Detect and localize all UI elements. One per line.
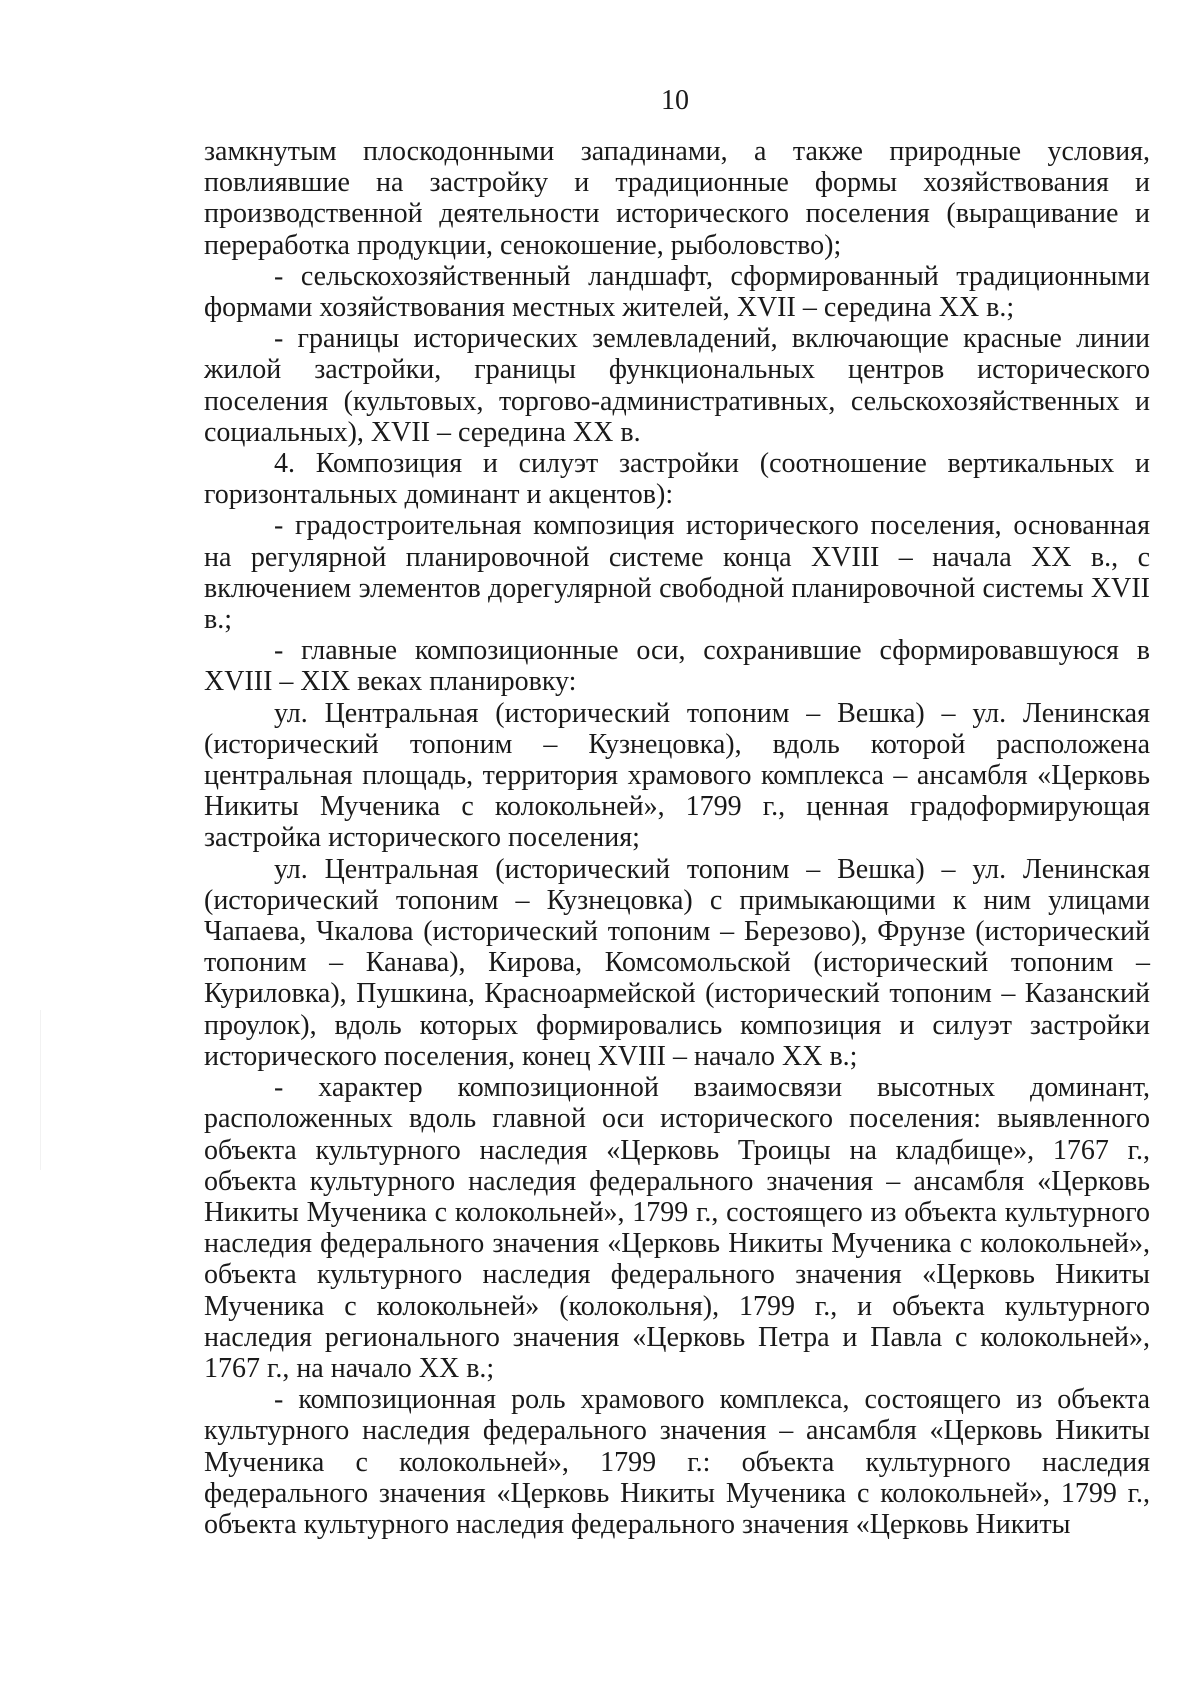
paragraph-central-street-axis: ул. Центральная (исторический топоним – Вешка) – ул. Ленинская (исторический топоним – Кузнецовка), вдоль которой расположена центральная площадь, территория храмового комплекса – ансамбля «Церковь Никиты Мученика с колокольней», 1799 г., ценная градоформирующая застройка исторического поселения; — [204, 697, 1150, 854]
paragraph-land-boundaries: - границы исторических землевладений, включающие красные линии жилой застройки, границы функциональных центров исторического поселения (культовых, торгово-административных, сельскохозяйственных и социальных), XVII – середина XX в. — [204, 323, 1150, 448]
paragraph-agricultural-landscape: - сельскохозяйственный ландшафт, сформированный традиционными формами хозяйствования местных жителей, XVII – середина XX в.; — [204, 260, 1150, 324]
paragraph-dominants-relationship: - характер композиционной взаимосвязи высотных доминант, расположенных вдоль главной оси исторического поселения: выявленного объекта культурного наследия «Церковь Троицы на кладбище», 1767 г., объекта культурного наследия федерального значения – ансамбля «Церковь Никиты Мученика с колокольней», 1799 г., состоящего из объекта культурного наследия федерального значения «Церковь Никиты Мученика с колокольней», объекта культурного наследия федерального значения «Церковь Никиты Мученика с колокольней» (колокольня), 1799 г., и объекта культурного наследия регионального значения «Церковь Петра и Павла с колокольней», 1767 г., на начало XX в.; — [204, 1072, 1150, 1384]
paragraph-temple-complex-role: - композиционная роль храмового комплекса, состоящего из объекта культурного наследия федерального значения – ансамбля «Церковь Никиты Мученика с колокольней», 1799 г.: объекта культурного наследия федерального значения «Церковь Никиты Мученика с колокольней», 1799 г., объекта культурного наследия федерального значения «Церковь Никиты — [204, 1384, 1150, 1540]
paragraph-continuation: замкнутым плоскодонными западинами, а также природные условия, повлиявшие на застройку и традиционные формы хозяйствования и производственной деятельности исторического поселения (выращивание и переработка продукции, сенокошение, рыболовство); — [204, 136, 1150, 261]
paragraph-main-axes: - главные композиционные оси, сохранившие сформировавшуюся в XVIII – XIX веках планировку: — [204, 635, 1150, 698]
paragraph-adjacent-streets: ул. Центральная (исторический топоним – Вешка) – ул. Ленинская (исторический топоним – Кузнецовка) с примыкающими к ним улицами Чапаева, Чкалова (исторический топоним – Березово), Фрунзе (исторический топоним – Канава), Кирова, Комсомольской (исторический топоним – Куриловка), Пушкина, Красноармейской (исторический топоним – Казанский проулок), вдоль которых формировались композиция и силуэт застройки исторического поселения, конец XVIII – начало XX в.; — [204, 853, 1150, 1072]
paragraph-urban-composition: - градостроительная композиция исторического поселения, основанная на регулярной планировочной системе конца XVIII – начала XX в., с включением элементов дорегулярной свободной планировочной системы XVII в.; — [204, 510, 1150, 636]
paragraph-section-4-heading: 4. Композиция и силуэт застройки (соотношение вертикальных и горизонтальных доминант и акцентов): — [204, 448, 1150, 511]
scan-edge-shadow — [40, 1010, 41, 1170]
page-number: 10 — [661, 85, 689, 116]
document-body — [204, 136, 1150, 1540]
